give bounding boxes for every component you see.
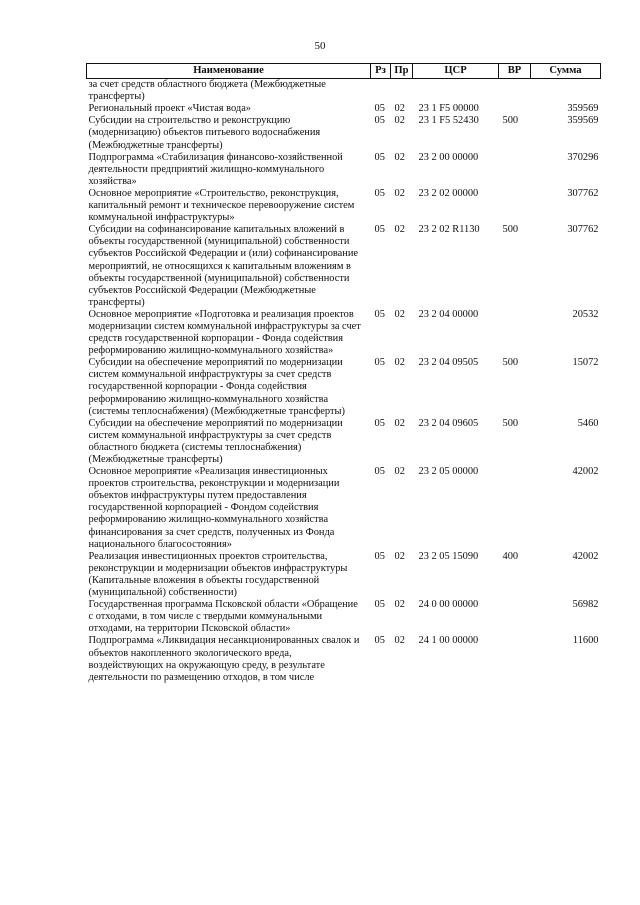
budget-table [86, 63, 601, 684]
cell-csr: 24 0 00 00000 [418, 599, 479, 611]
cell-pr: 02 [394, 308, 405, 320]
cell-sum: 370296 [567, 151, 599, 163]
header-rz: Рз [371, 64, 391, 79]
cell-csr: 23 2 05 15090 [418, 550, 479, 562]
cell-rz: 05 [374, 599, 385, 611]
cell-pr: 02 [394, 151, 405, 163]
table-row [87, 599, 601, 635]
cell-vr [499, 466, 531, 551]
table-row [87, 79, 601, 104]
cell-rz: 05 [374, 357, 385, 369]
cell-rz: 05 [374, 466, 385, 478]
cell-csr: 23 2 00 00000 [418, 151, 479, 163]
cell-name: Основное мероприятие «Строительство, реконструкция, капитальный ремонт и техническое перевооружение систем коммунальной инфраструктуры» [88, 187, 355, 224]
cell-pr: 02 [394, 635, 405, 647]
cell-name: Реализация инвестиционных проектов строительства, реконструкции и модернизации объектов инфраструктуры (Капитальные вложения в объекты государственной (муниципальной) собственности) [88, 550, 348, 599]
cell-sum: 359569 [567, 115, 599, 127]
cell-vr [499, 103, 531, 115]
cell-vr [499, 599, 531, 635]
cell-csr: 23 2 04 09605 [418, 417, 479, 429]
cell-vr [499, 152, 531, 188]
cell-pr: 02 [394, 187, 405, 199]
cell-pr [391, 79, 413, 104]
cell-sum: 307762 [567, 187, 599, 199]
table-row [87, 418, 601, 466]
cell-name: Субсидии на строительство и реконструкцию (модернизацию) объектов питьевого водоснабжения (Межбюджетные трансферты) [88, 115, 321, 151]
cell-csr: 23 1 F5 00000 [418, 103, 479, 115]
cell-vr [499, 79, 531, 104]
table-row [87, 224, 601, 309]
table-row [87, 635, 601, 683]
table-body [87, 79, 601, 684]
cell-vr [499, 635, 531, 683]
header-name: Наименование [87, 64, 371, 79]
cell-csr: 23 2 02 R1130 [418, 224, 480, 236]
cell-name: за счет средств областного бюджета (Межбюджетные трансферты) [88, 79, 326, 103]
header-csr: ЦСР [413, 64, 499, 79]
cell-csr: 23 2 04 00000 [418, 308, 479, 320]
cell-csr: 23 2 04 09505 [418, 357, 479, 369]
cell-rz: 05 [374, 115, 385, 127]
header-pr: Пр [391, 64, 413, 79]
cell-rz: 05 [374, 635, 385, 647]
table-row [87, 152, 601, 188]
cell-vr: 400 [502, 550, 519, 562]
header-sum: Сумма [531, 64, 601, 79]
table-header-row [87, 64, 601, 79]
cell-vr: 500 [502, 357, 519, 369]
cell-name: Подпрограмма «Стабилизация финансово-хозяйственной деятельности предприятий жилищно-коммунального хозяйства» [88, 151, 343, 187]
cell-rz: 05 [374, 103, 385, 115]
cell-pr: 02 [394, 466, 405, 478]
cell-name: Основное мероприятие «Реализация инвестиционных проектов строительства, реконструкции и модернизации объектов инфраструктуры путем предоставления государственной корпорацией - Фондом содействия реформированию жилищно-коммунального хозяйства финансирования за счет средств, полученных из Фонда национального благосостояния» [88, 466, 340, 550]
cell-name: Подпрограмма «Ликвидация несанкционированных свалок и объектов накопленного экологического вреда, воздействующих на окружающую среду, в результате деятельности по размещению отходов, в том числе [88, 635, 360, 683]
cell-pr: 02 [394, 417, 405, 429]
cell-csr: 23 2 02 00000 [418, 187, 479, 199]
cell-name: Субсидии на обеспечение мероприятий по модернизации систем коммунальной инфраструктуры за счет средств государственной корпорации - Фонда содействия реформированию жилищно-коммунального хозяйства (системы теплоснабжения) (Межбюджетные трансферты) [88, 357, 345, 417]
cell-name: Государственная программа Псковской области «Обращение с отходами, в том числе с твердыми коммунальными отходами, на территории Псковской области» [88, 599, 358, 635]
table-row [87, 309, 601, 357]
cell-name: Основное мероприятие «Подготовка и реализация проектов модернизации систем коммунальной инфраструктуры за счет средств государственной корпорации - Фонда содействия реформированию жилищно-коммунального хозяйства» [88, 308, 361, 357]
header-vr: ВР [499, 64, 531, 79]
cell-rz: 05 [374, 308, 385, 320]
cell-sum: 359569 [567, 103, 599, 115]
cell-sum: 42002 [572, 466, 599, 478]
cell-name: Субсидии на обеспечение мероприятий по модернизации систем коммунальной инфраструктуры за счет средств областного бюджета (системы теплоснабжения) (Межбюджетные трансферты) [88, 417, 343, 465]
cell-sum [531, 79, 601, 104]
cell-rz [371, 79, 391, 104]
cell-sum: 5460 [577, 417, 599, 429]
cell-vr [499, 309, 531, 357]
cell-pr: 02 [394, 115, 405, 127]
cell-name: Региональный проект «Чистая вода» [88, 103, 252, 115]
cell-sum: 56982 [572, 599, 599, 611]
cell-rz: 05 [374, 187, 385, 199]
cell-name: Субсидии на софинансирование капитальных вложений в объекты государственной (муниципальной) собственности субъектов Российской Федерации и (или) софинансирование мероприятий, не относящихся к капитальным вложениям в объекты государственной (муниципальной) собственности субъектов Российской Федерации (Межбюджетные трансферты) [88, 224, 359, 308]
table-row [87, 103, 601, 115]
cell-vr [499, 188, 531, 224]
cell-pr: 02 [394, 103, 405, 115]
cell-pr: 02 [394, 224, 405, 236]
cell-vr: 500 [502, 224, 519, 236]
cell-csr: 24 1 00 00000 [418, 635, 479, 647]
cell-sum: 307762 [567, 224, 599, 236]
cell-vr: 500 [502, 115, 519, 127]
cell-pr: 02 [394, 357, 405, 369]
cell-rz: 05 [374, 151, 385, 163]
cell-vr: 500 [502, 417, 519, 429]
table-row [87, 188, 601, 224]
cell-rz: 05 [374, 417, 385, 429]
table-row [87, 551, 601, 599]
cell-csr: 23 2 05 00000 [418, 466, 479, 478]
table-row [87, 466, 601, 551]
cell-sum: 20532 [572, 308, 599, 320]
cell-sum: 15072 [572, 357, 599, 369]
page-number: 50 [314, 40, 326, 52]
cell-pr: 02 [394, 550, 405, 562]
table-row [87, 115, 601, 151]
cell-rz: 05 [374, 224, 385, 236]
cell-pr: 02 [394, 599, 405, 611]
cell-sum: 42002 [572, 550, 599, 562]
cell-rz: 05 [374, 550, 385, 562]
table-row [87, 357, 601, 417]
cell-sum: 11600 [572, 635, 599, 647]
cell-csr: 23 1 F5 52430 [418, 115, 479, 127]
cell-csr [413, 79, 499, 104]
